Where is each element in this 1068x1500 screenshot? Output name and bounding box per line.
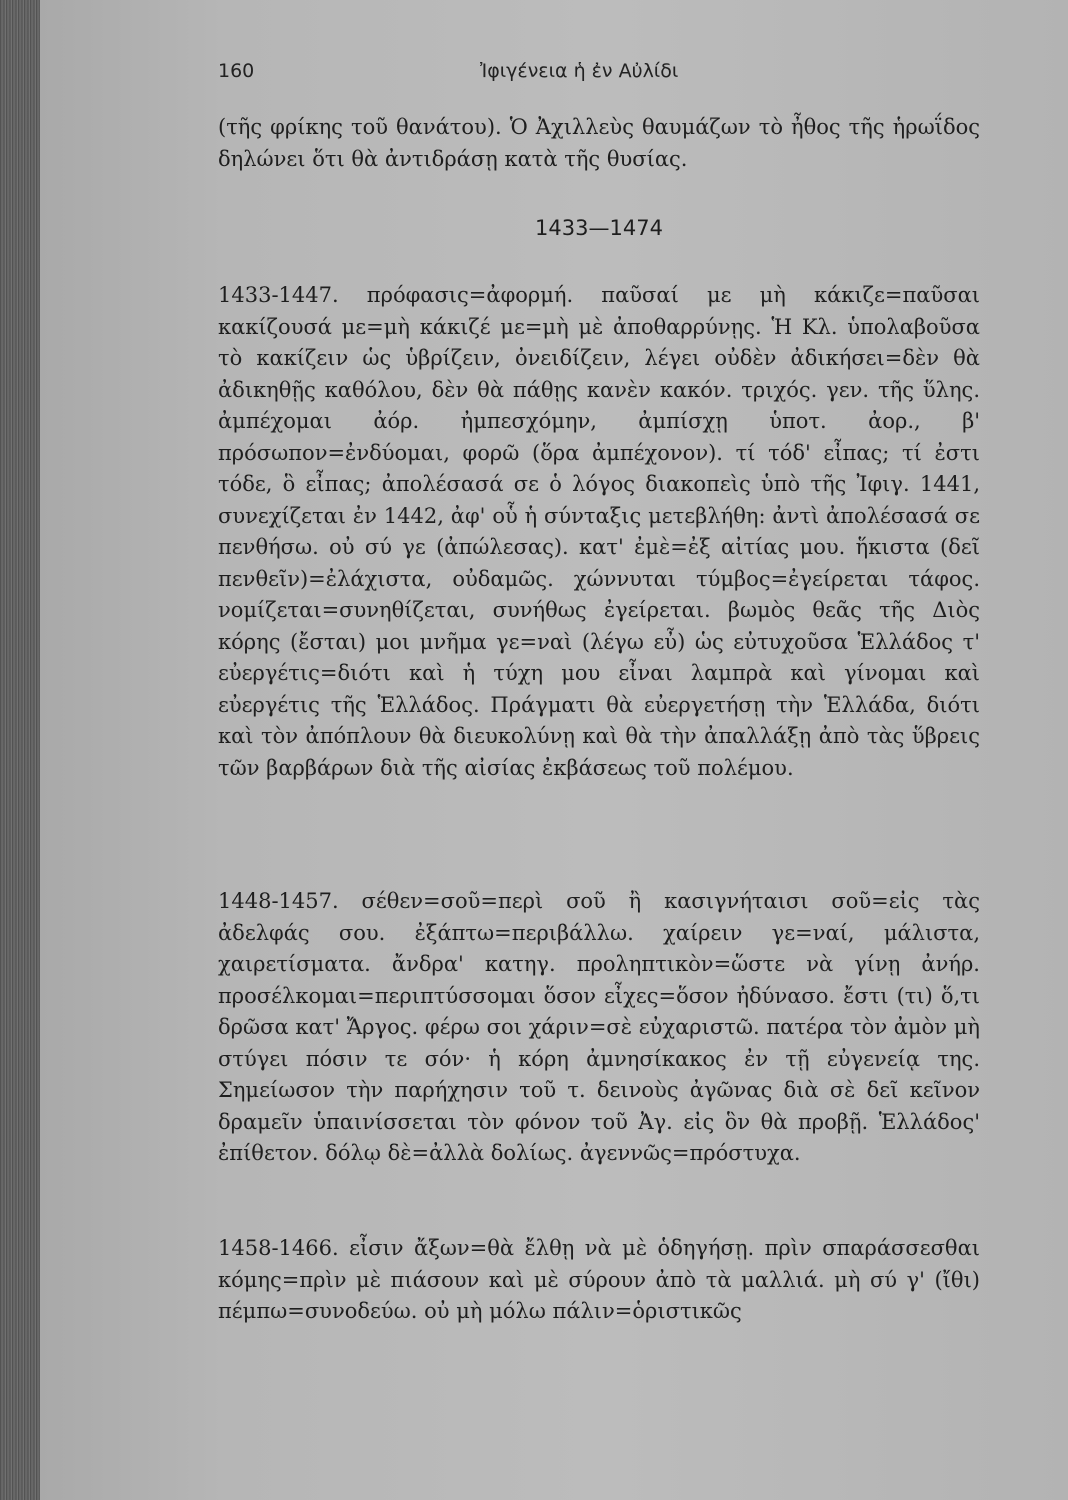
note-block-1433 xyxy=(218,280,980,784)
note-paragraph: 1458-1466. εἶσιν ἄξων=θὰ ἔλθῃ νὰ μὲ ὁδηγήσῃ. πρὶν σπαράσσεσθαι κόμης=πρὶν μὲ πιάσουν καὶ μὲ σύρουν ἀπὸ τὰ μαλλιά. μὴ σύ γ' (ἴθι) πέμπω=συνοδεύω. οὐ μὴ μόλω πάλιν=ὁριστικῶς xyxy=(218,1236,980,1323)
note-block-1448 xyxy=(218,886,980,1170)
running-title: Ἰφιγένεια ἡ ἐν Αὐλίδι xyxy=(480,60,679,82)
book-page-stack xyxy=(0,0,40,1500)
intro-paragraph: (τῆς φρίκης τοῦ θανάτου). Ὁ Ἀχιλλεὺς θαυμάζων τὸ ἦθος τῆς ἡρωΐδος δηλώνει ὅτι θὰ ἀντιδράσῃ κατὰ τῆς θυσίας. xyxy=(218,115,980,171)
intro-paragraph-block xyxy=(218,112,980,175)
note-block-1458 xyxy=(218,1233,980,1328)
page-header xyxy=(218,58,978,88)
note-paragraph: 1433-1447. πρόφασις=ἀφορμή. παῦσαί με μὴ κάκιζε=παῦσαι κακίζουσά με=μὴ κάκιζέ με=μὴ μὲ ἀποθαρρύνῃς. Ἡ Κλ. ὑπολαβοῦσα τὸ κακίζειν ὡς ὑβρίζειν, ὀνειδίζειν, λέγει οὐδὲν ἀδικήσει=δὲν θὰ ἀδικηθῇς καθόλου, δὲν θὰ πάθῃς κανὲν κακόν. τριχός. γεν. τῆς ὕλης. ἀμπέχομαι ἀόρ. ἠμπεσχόμην, ἀμπίσχῃ ὑποτ. ἀορ., β' πρόσωπον=ἐνδύομαι, φορῶ (ὅρα ἀμπέχονον). τί τόδ' εἶπας; τί ἐστι τόδε, ὃ εἶπας; ἀπολέσασά σε ὁ λόγος διακοπεὶς ὑπὸ τῆς Ἰφιγ. 1441, συνεχίζεται ἐν 1442, ἀφ' οὗ ἡ σύνταξις μετεβλήθη: ἀντὶ ἀπολέσασά σε πενθήσω. οὐ σύ γε (ἀπώλεσας). κατ' ἐμὲ=ἐξ αἰτίας μου. ἥκιστα (δεῖ πενθεῖν)=ἐλάχιστα, οὐδαμῶς. χώννυται τύμβος=ἐγείρεται τάφος. νομίζεται=συνηθίζεται, συνήθως ἐγείρεται. βωμὸς θεᾶς τῆς Διὸς κόρης (ἔσται) μοι μνῆμα γε=ναὶ (λέγω εὖ) ὡς εὐτυχοῦσα Ἑλλάδος τ' εὐεργέτις=διότι καὶ ἡ τύχη μου εἶναι λαμπρὰ καὶ γίνομαι καὶ εὐεργέτις τῆς Ἑλλάδος. Πράγματι θὰ εὐεργετήσῃ τὴν Ἑλλάδα, διότι καὶ τὸν ἀπόπλουν θὰ διευκολύνῃ καὶ θὰ τὴν ἀπαλλάξῃ ἀπὸ τὰς ὕβρεις τῶν βαρβάρων διὰ τῆς αἰσίας ἐκβάσεως τοῦ πολέμου. xyxy=(218,283,980,780)
page-number: 160 xyxy=(218,60,255,82)
section-heading: 1433—1474 xyxy=(535,216,663,240)
note-paragraph: 1448-1457. σέθεν=σοῦ=περὶ σοῦ ἢ κασιγνήταισι σοῦ=εἰς τὰς ἀδελφάς σου. ἐξάπτω=περιβάλλω. χαίρειν γε=ναί, μάλιστα, χαιρετίσματα. ἄνδρα' κατηγ. προληπτικὸν=ὥστε νὰ γίνῃ ἀνήρ. προσέλκομαι=περιπτύσσομαι ὅσον εἶχες=ὅσον ἠδύνασο. ἔστι (τι) ὅ,τι δρῶσα κατ' Ἄργος. φέρω σοι χάριν=σὲ εὐχαριστῶ. πατέρα τὸν ἀμὸν μὴ στύγει πόσιν τε σόν· ἡ κόρη ἀμνησίκακος ἐν τῇ εὐγενείᾳ της. Σημείωσον τὴν παρήχησιν τοῦ τ. δεινοὺς ἀγῶνας διὰ σὲ δεῖ κεῖνον δραμεῖν ὑπαινίσσεται τὸν φόνον τοῦ Ἀγ. εἰς ὃν θὰ προβῇ. Ἑλλάδος' ἐπίθετον. δόλῳ δὲ=ἀλλὰ δολίως. ἀγεννῶς=πρόστυχα. xyxy=(218,889,980,1165)
